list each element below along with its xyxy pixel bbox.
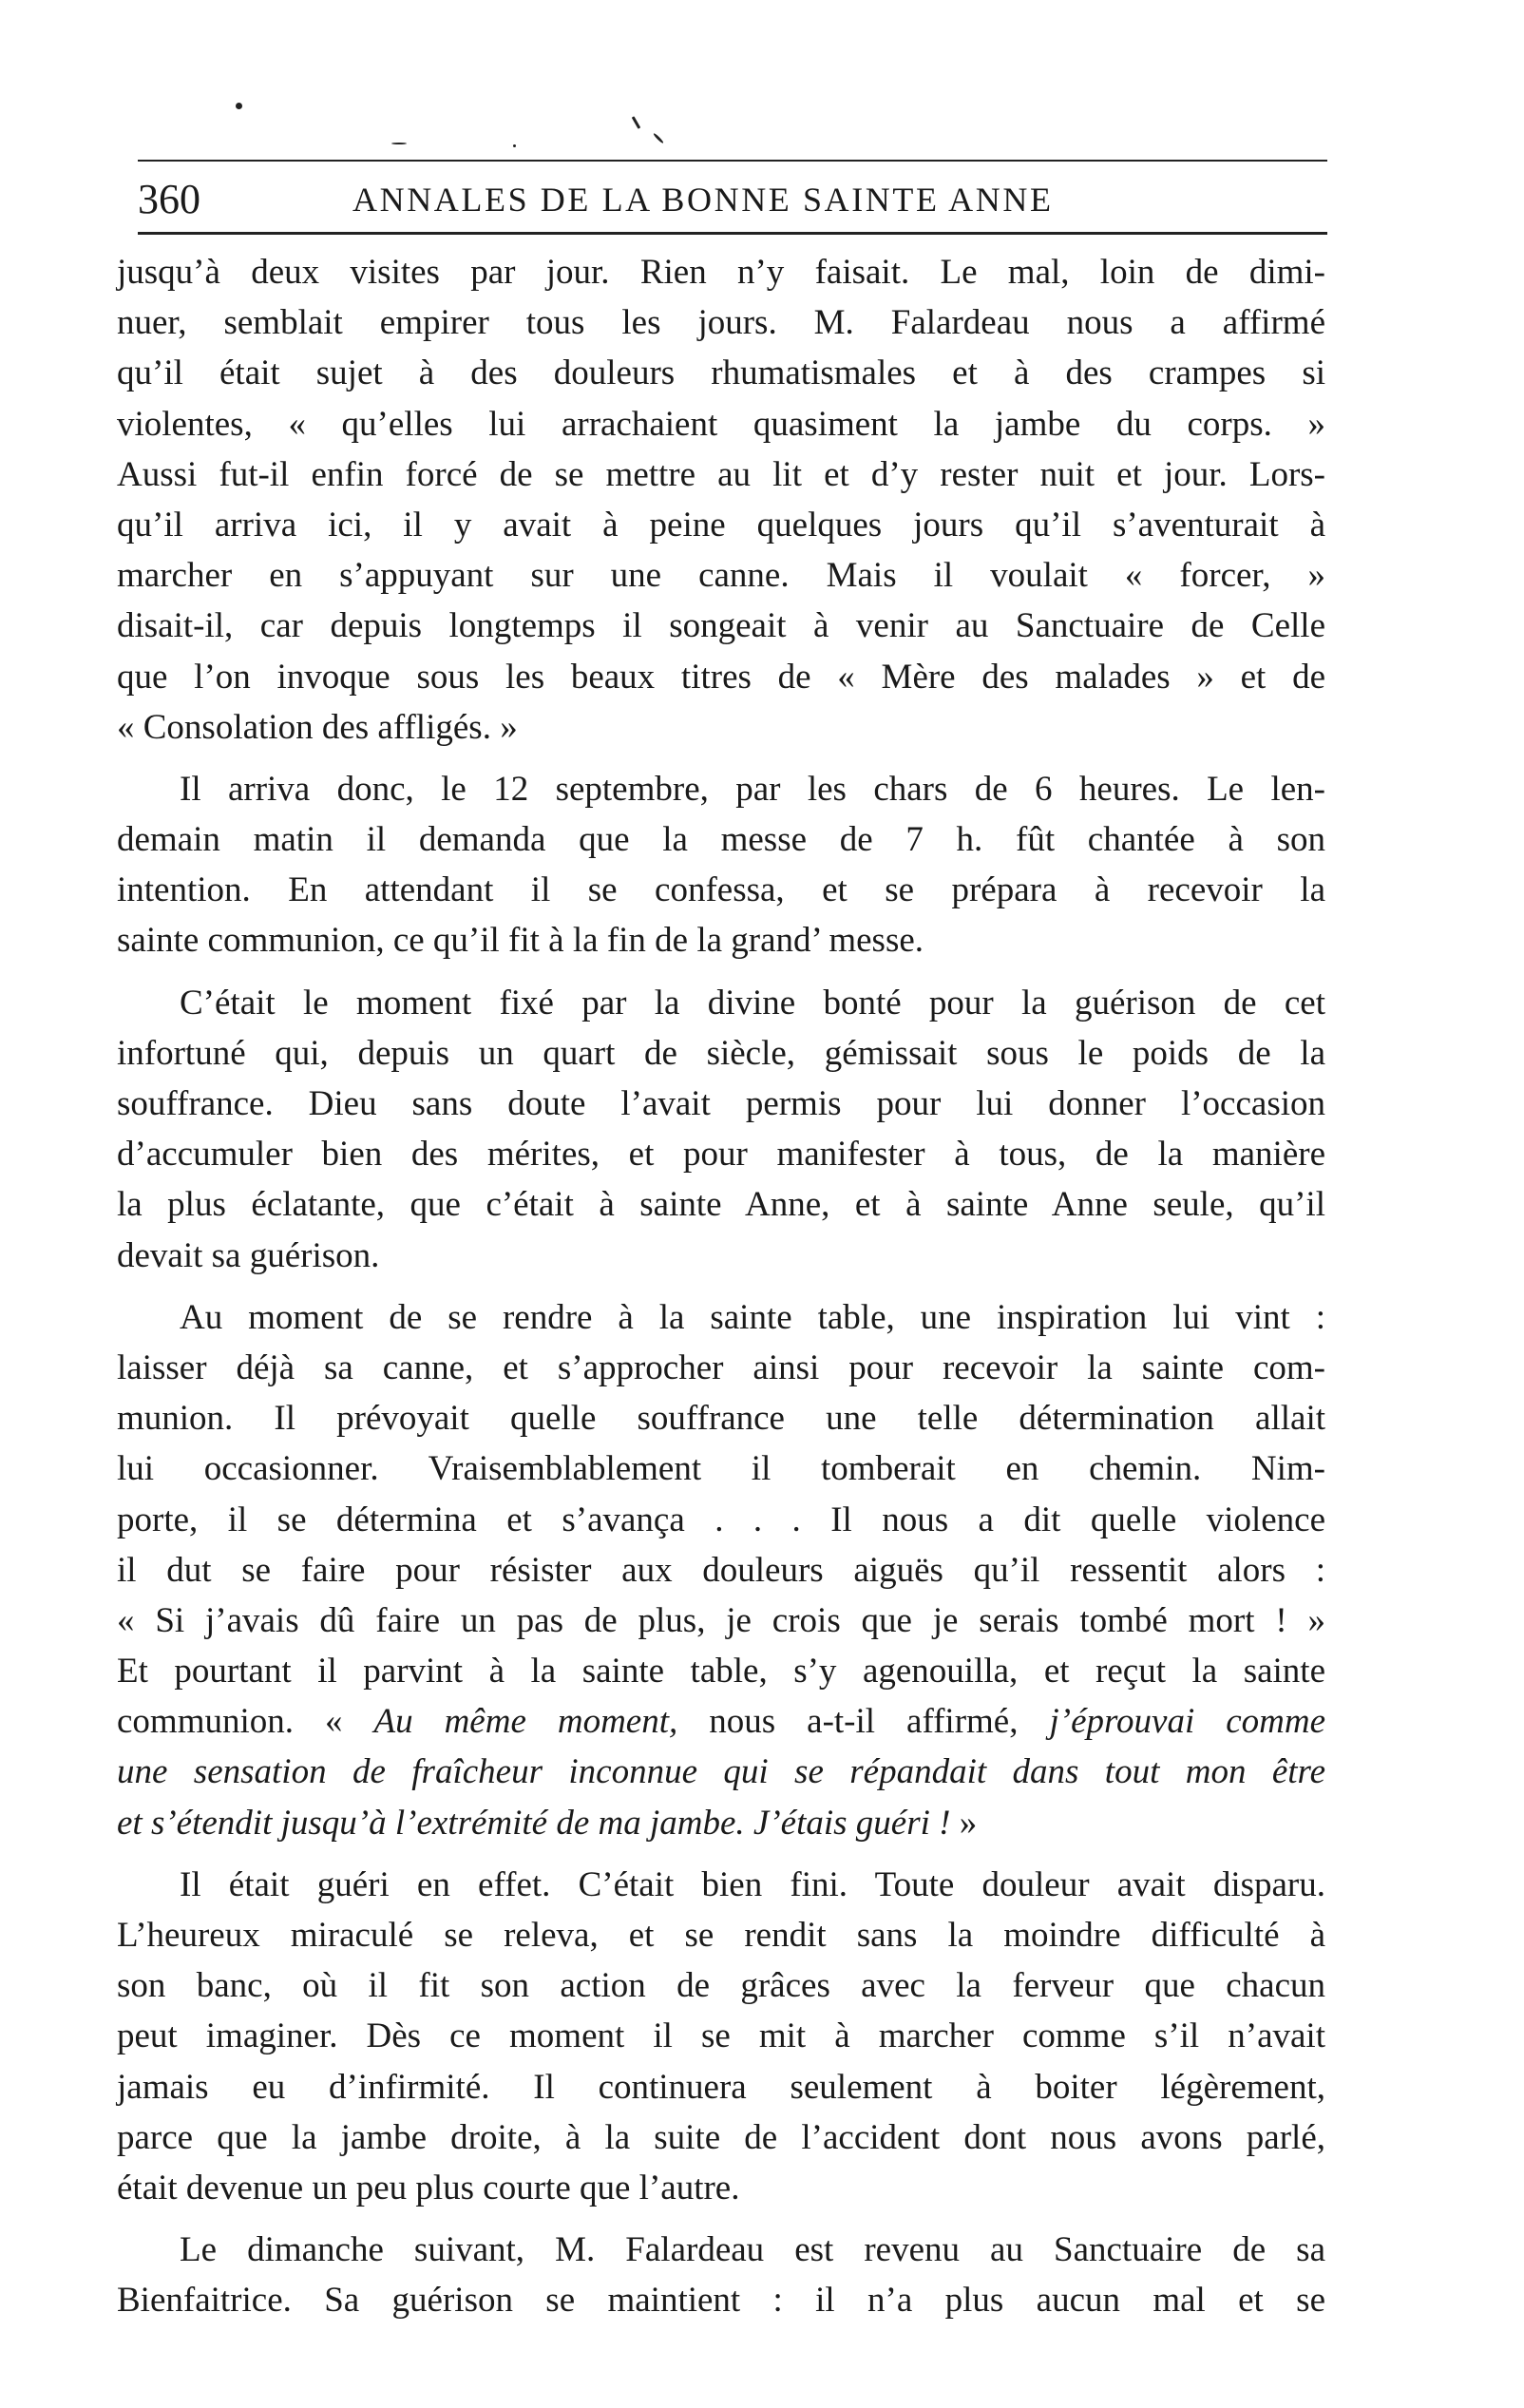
text-line: Il était guéri en effet. C’était bien fini. Toute douleur avait disparu.: [180, 1864, 1325, 1904]
page-number: 360: [138, 176, 200, 222]
text-line-mixed: [117, 1696, 1325, 1747]
italic-run: et s’étendit jusqu’à l’extrémité de ma jambe. J’étais guéri !: [117, 1803, 951, 1843]
text-line: peut imaginer. Dès ce moment il se mit à marcher comme s’il n’avait: [117, 2016, 1325, 2056]
text-line: jusqu’à deux visites par jour. Rien n’y faisait. Le mal, loin de dimi-: [117, 253, 1325, 292]
paragraph: [117, 247, 1325, 753]
text-line: Bienfaitrice. Sa guérison se maintient : il n’a plus aucun mal et se: [117, 2281, 1325, 2321]
text-line: violentes, « qu’elles lui arrachaient quasiment la jambe du corps. »: [117, 404, 1325, 444]
scan-speck: [513, 144, 516, 147]
text-line: qu’il était sujet à des douleurs rhumatismales et à des crampes si: [117, 354, 1325, 393]
text-line: devait sa guérison.: [117, 1235, 380, 1275]
text-line: marcher en s’appuyant sur une canne. Mais il voulait « forcer, »: [117, 556, 1325, 596]
text-run: communion. «: [117, 1702, 374, 1742]
text-line: était devenue un peu plus courte que l’autre.: [117, 2168, 740, 2207]
paragraph: [117, 764, 1325, 966]
text-line: d’accumuler bien des mérites, et pour manifester à tous, de la manière: [117, 1135, 1325, 1175]
text-line: Et pourtant il parvint à la sainte table, s’y agenouilla, et reçut la sainte: [117, 1652, 1325, 1691]
text-line: Le dimanche suivant, M. Falardeau est revenu au Sanctuaire de sa: [180, 2230, 1325, 2270]
text-line: Il arriva donc, le 12 septembre, par les chars de 6 heures. Le len-: [180, 769, 1325, 809]
text-line: souffrance. Dieu sans doute l’avait permis pour lui donner l’occasion: [117, 1084, 1325, 1123]
running-title: ANNALES DE LA BONNE SAINTE ANNE: [352, 181, 1054, 219]
scan-speck: [653, 132, 664, 143]
text-line: demain matin il demanda que la messe de 7 h. fût chantée à son: [117, 820, 1325, 860]
text-line: nuer, semblait empirer tous les jours. M. Falardeau nous a affirmé: [117, 303, 1325, 343]
header-rule-bottom: [138, 232, 1327, 235]
text-line: Au moment de se rendre à la sainte table, une inspiration lui vint :: [180, 1297, 1325, 1337]
italic-run: j’éprouvai comme: [1049, 1702, 1326, 1742]
text-line: « Consolation des affligés. »: [117, 707, 518, 747]
text-line: porte, il se détermina et s’avança . . . Il nous a dit quelle violence: [117, 1500, 1325, 1539]
text-run: »: [950, 1803, 978, 1843]
text-line-mixed: [117, 1798, 1325, 1848]
text-line: il dut se faire pour résister aux douleurs aiguës qu’il ressentit alors :: [117, 1550, 1325, 1590]
text-run: nous a-t-il affirmé,: [677, 1702, 1050, 1742]
paragraph: [117, 1292, 1325, 1848]
text-line: qu’il arriva ici, il y avait à peine quelques jours qu’il s’aventurait à: [117, 505, 1325, 545]
page-header: [138, 169, 1327, 230]
text-line: Aussi fut-il enfin forcé de se mettre au lit et d’y rester nuit et jour. Lors-: [117, 454, 1325, 494]
text-line: sainte communion, ce qu’il fit à la fin de la grand’ messe.: [117, 921, 924, 961]
text-line: L’heureux miraculé se releva, et se rendit sans la moindre difficulté à: [117, 1916, 1325, 1955]
text-line: que l’on invoque sous les beaux titres de « Mère des malades » et de: [117, 657, 1325, 697]
header-rule-top: [138, 160, 1327, 162]
text-line: son banc, où il fit son action de grâces avec la ferveur que chacun: [117, 1966, 1325, 2006]
paragraph: [117, 2225, 1325, 2325]
text-line: laisser déjà sa canne, et s’approcher ainsi pour recevoir la sainte com-: [117, 1347, 1325, 1387]
italic-line: une sensation de fraîcheur inconnue qui se répandait dans tout mon être: [117, 1752, 1325, 1792]
scan-speck: [632, 116, 641, 129]
paragraph: [117, 978, 1325, 1281]
scan-speck: [236, 103, 242, 109]
body-text: [117, 247, 1325, 2338]
text-line: « Si j’avais dû faire un pas de plus, je crois que je serais tombé mort ! »: [117, 1600, 1325, 1640]
text-line: lui occasionner. Vraisemblablement il tomberait en chemin. Nim-: [117, 1449, 1325, 1489]
text-line: disait-il, car depuis longtemps il songeait à venir au Sanctuaire de Celle: [117, 606, 1325, 646]
text-line: munion. Il prévoyait quelle souffrance une telle détermination allait: [117, 1399, 1325, 1439]
text-line: infortuné qui, depuis un quart de siècle, gémissait sous le poids de la: [117, 1033, 1325, 1073]
text-line: intention. En attendant il se confessa, et se prépara à recevoir la: [117, 870, 1325, 910]
text-line: la plus éclatante, que c’était à sainte Anne, et à sainte Anne seule, qu’il: [117, 1185, 1325, 1225]
italic-run: Au même moment,: [373, 1702, 678, 1742]
text-line: jamais eu d’infirmité. Il continuera seulement à boiter légèrement,: [117, 2067, 1325, 2107]
paragraph: [117, 1860, 1325, 2213]
scan-speck: [391, 143, 407, 144]
text-line: parce que la jambe droite, à la suite de l’accident dont nous avons parlé,: [117, 2117, 1325, 2157]
text-line: C’était le moment fixé par la divine bonté pour la guérison de cet: [180, 983, 1325, 1022]
